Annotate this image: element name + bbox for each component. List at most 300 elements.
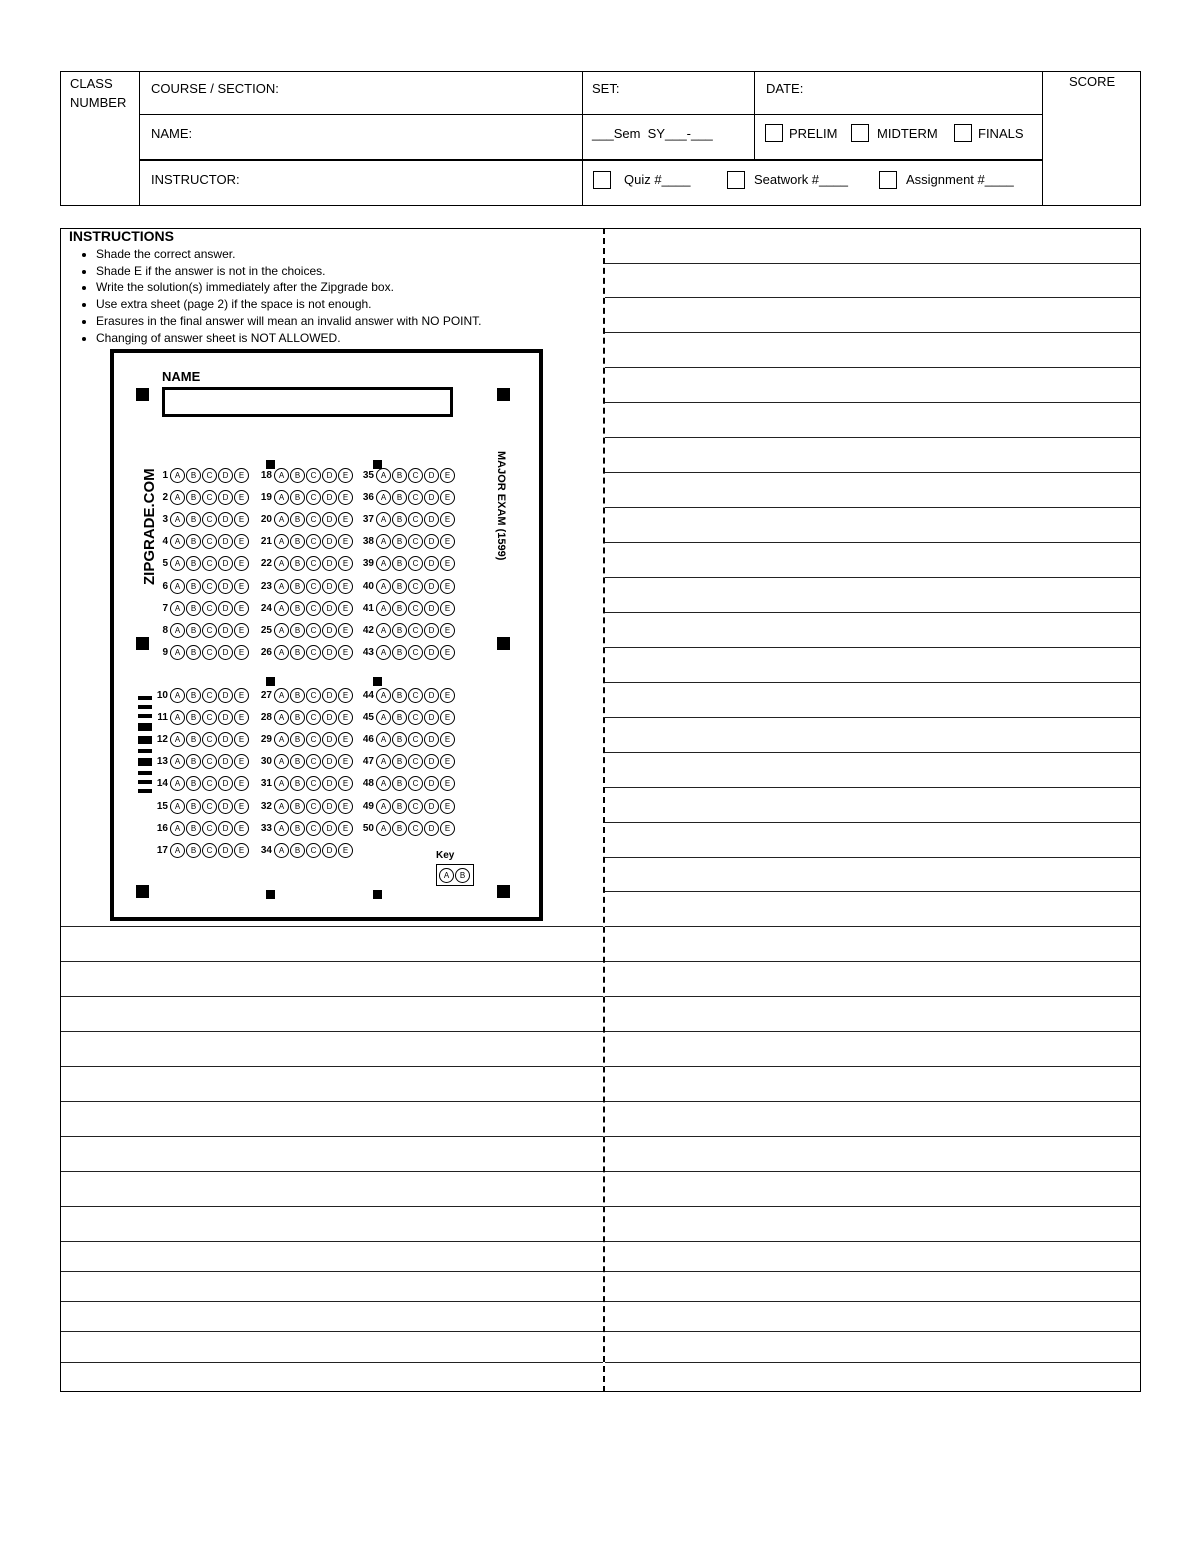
answer-bubble-b[interactable]: B [392, 776, 407, 791]
answer-bubble-a[interactable]: A [376, 579, 391, 594]
answer-bubble-d[interactable]: D [424, 512, 439, 527]
answer-bubble-d[interactable]: D [218, 799, 233, 814]
question-row [250, 578, 354, 594]
answer-bubble-c[interactable]: C [408, 623, 423, 638]
answer-bubble-c[interactable]: C [408, 645, 423, 660]
answer-bubble-e[interactable]: E [440, 490, 455, 505]
answer-bubble-a[interactable]: A [274, 843, 289, 858]
answer-bubble-d[interactable]: D [322, 821, 337, 836]
answer-bubble-a[interactable]: A [170, 623, 185, 638]
answer-bubble-e[interactable]: E [440, 468, 455, 483]
answer-bubble-a[interactable]: A [376, 623, 391, 638]
answer-bubble-a[interactable]: A [376, 776, 391, 791]
answer-bubble-d[interactable]: D [322, 710, 337, 725]
answer-bubble-a[interactable]: A [274, 732, 289, 747]
answer-bubble-e[interactable]: E [338, 534, 353, 549]
answer-bubble-d[interactable]: D [424, 468, 439, 483]
answer-bubble-e[interactable]: E [234, 843, 249, 858]
answer-bubble-d[interactable]: D [218, 623, 233, 638]
writing-line [605, 926, 1140, 927]
answer-bubble-d[interactable]: D [218, 556, 233, 571]
answer-bubble-b[interactable]: B [392, 579, 407, 594]
answer-bubble-b[interactable]: B [290, 776, 305, 791]
answer-bubble-b[interactable]: B [186, 843, 201, 858]
answer-bubble-c[interactable]: C [408, 732, 423, 747]
answer-bubble-b[interactable]: B [392, 732, 407, 747]
answer-bubble-e[interactable]: E [440, 732, 455, 747]
answer-bubble-a[interactable]: A [170, 799, 185, 814]
answer-bubble-d[interactable]: D [322, 468, 337, 483]
answer-bubble-c[interactable]: C [202, 821, 217, 836]
answer-bubble-b[interactable]: B [290, 490, 305, 505]
answer-bubble-a[interactable]: A [274, 710, 289, 725]
instructor-label[interactable]: INSTRUCTOR: [151, 172, 240, 187]
answer-bubble-d[interactable]: D [218, 710, 233, 725]
answer-bubble-b[interactable]: B [186, 601, 201, 616]
answer-bubble-c[interactable]: C [408, 799, 423, 814]
answer-bubble-e[interactable]: E [338, 623, 353, 638]
answer-bubble-a[interactable]: A [274, 776, 289, 791]
date-label[interactable]: DATE: [766, 81, 804, 96]
answer-bubble-d[interactable]: D [322, 490, 337, 505]
seatwork-checkbox[interactable] [727, 171, 745, 189]
answer-bubble-e[interactable]: E [440, 710, 455, 725]
answer-bubble-b[interactable]: B [186, 732, 201, 747]
answer-bubble-e[interactable]: E [338, 821, 353, 836]
answer-bubble-c[interactable]: C [408, 512, 423, 527]
answer-bubble-a[interactable]: A [170, 534, 185, 549]
answer-bubble-b[interactable]: B [392, 754, 407, 769]
writing-line [61, 996, 603, 997]
question-row [352, 687, 456, 703]
answer-bubble-c[interactable]: C [306, 821, 321, 836]
question-row [146, 820, 250, 836]
answer-bubble-e[interactable]: E [440, 821, 455, 836]
assignment-checkbox[interactable] [879, 171, 897, 189]
answer-bubble-c[interactable]: C [408, 776, 423, 791]
answer-bubble-e[interactable]: E [338, 843, 353, 858]
answer-bubble-e[interactable]: E [338, 601, 353, 616]
answer-bubble-d[interactable]: D [322, 843, 337, 858]
answer-bubble-c[interactable]: C [306, 623, 321, 638]
answer-bubble-a[interactable]: A [274, 688, 289, 703]
question-row [352, 622, 456, 638]
answer-bubble-d[interactable]: D [322, 688, 337, 703]
answer-bubble-e[interactable]: E [234, 799, 249, 814]
answer-bubble-e[interactable]: E [338, 490, 353, 505]
answer-bubble-a[interactable]: A [170, 601, 185, 616]
answer-bubble-e[interactable]: E [440, 799, 455, 814]
answer-bubble-a[interactable]: A [376, 732, 391, 747]
answer-bubble-a[interactable]: A [274, 468, 289, 483]
answer-bubble-a[interactable]: A [170, 468, 185, 483]
question-number: 12 [156, 733, 168, 745]
answer-bubble-c[interactable]: C [202, 623, 217, 638]
question-row [352, 731, 456, 747]
instruction-item: • Shade E if the answer is not in the choices. [96, 263, 600, 280]
answer-bubble-a[interactable]: A [170, 490, 185, 505]
question-row [352, 709, 456, 725]
answer-bubble-d[interactable]: D [218, 754, 233, 769]
answer-bubble-b[interactable]: B [186, 645, 201, 660]
answer-bubble-b[interactable]: B [186, 468, 201, 483]
answer-bubble-a[interactable]: A [274, 601, 289, 616]
answer-bubble-b[interactable]: B [392, 688, 407, 703]
answer-bubble-d[interactable]: D [424, 754, 439, 769]
answer-bubble-c[interactable]: C [408, 468, 423, 483]
answer-bubble-a[interactable]: A [376, 490, 391, 505]
answer-bubble-c[interactable]: C [306, 843, 321, 858]
answer-bubble-e[interactable]: E [234, 534, 249, 549]
question-row [352, 820, 456, 836]
answer-bubble-e[interactable]: E [440, 688, 455, 703]
answer-bubble-e[interactable]: E [234, 776, 249, 791]
answer-bubble-b[interactable]: B [290, 556, 305, 571]
question-number: 3 [162, 513, 168, 525]
answer-bubble-e[interactable]: E [338, 688, 353, 703]
answer-bubble-b[interactable]: B [186, 754, 201, 769]
answer-bubble-e[interactable]: E [234, 601, 249, 616]
answer-bubble-a[interactable]: A [376, 468, 391, 483]
answer-bubble-b[interactable]: B [186, 556, 201, 571]
writing-line [605, 1362, 1140, 1363]
answer-bubble-b[interactable]: B [290, 645, 305, 660]
answer-bubble-d[interactable]: D [322, 601, 337, 616]
answer-bubble-c[interactable]: C [202, 732, 217, 747]
answer-bubble-c[interactable]: C [202, 579, 217, 594]
answer-bubble-e[interactable]: E [440, 601, 455, 616]
answer-bubble-e[interactable]: E [234, 821, 249, 836]
answer-bubble-a[interactable]: A [376, 710, 391, 725]
answer-bubble-d[interactable]: D [322, 754, 337, 769]
answer-bubble-d[interactable]: D [218, 821, 233, 836]
answer-bubble-a[interactable]: A [170, 645, 185, 660]
answer-bubble-e[interactable]: E [234, 623, 249, 638]
answer-bubble-a[interactable]: A [376, 601, 391, 616]
answer-bubble-a[interactable]: A [274, 645, 289, 660]
answer-bubble-a[interactable]: A [274, 579, 289, 594]
answer-bubble-d[interactable]: D [424, 623, 439, 638]
question-row [352, 511, 456, 527]
writing-line [61, 1066, 603, 1067]
answer-bubble-a[interactable]: A [376, 799, 391, 814]
answer-bubble-b[interactable]: B [290, 843, 305, 858]
answer-bubble-e[interactable]: E [440, 512, 455, 527]
question-number: 15 [156, 800, 168, 812]
answer-bubble-e[interactable]: E [440, 645, 455, 660]
answer-bubble-c[interactable]: C [306, 601, 321, 616]
answer-bubble-a[interactable]: A [170, 512, 185, 527]
answer-bubble-e[interactable]: E [338, 732, 353, 747]
answer-bubble-b[interactable]: B [392, 821, 407, 836]
answer-bubble-d[interactable]: D [424, 556, 439, 571]
answer-bubble-b[interactable]: B [186, 534, 201, 549]
answer-bubble-a[interactable]: A [170, 710, 185, 725]
answer-bubble-a[interactable]: A [274, 556, 289, 571]
answer-bubble-e[interactable]: E [338, 556, 353, 571]
answer-bubble-c[interactable]: C [306, 710, 321, 725]
answer-bubble-b[interactable]: B [290, 579, 305, 594]
answer-bubble-b[interactable]: B [392, 512, 407, 527]
answer-bubble-a[interactable]: A [274, 799, 289, 814]
answer-bubble-a[interactable]: A [274, 754, 289, 769]
answer-bubble-e[interactable]: E [440, 579, 455, 594]
answer-bubble-d[interactable]: D [322, 623, 337, 638]
answer-bubble-c[interactable]: C [306, 754, 321, 769]
answer-bubble-d[interactable]: D [424, 821, 439, 836]
answer-bubble-e[interactable]: E [440, 534, 455, 549]
answer-bubble-d[interactable]: D [424, 799, 439, 814]
answer-bubble-d[interactable]: D [424, 688, 439, 703]
answer-bubble-b[interactable]: B [290, 799, 305, 814]
answer-bubble-d[interactable]: D [322, 732, 337, 747]
answer-bubble-a[interactable]: A [274, 490, 289, 505]
answer-bubble-a[interactable]: A [170, 556, 185, 571]
answer-bubble-a[interactable]: A [376, 556, 391, 571]
answer-bubble-b[interactable]: B [290, 468, 305, 483]
answer-bubble-c[interactable]: C [202, 601, 217, 616]
answer-bubble-b[interactable]: B [290, 710, 305, 725]
answer-bubble-c[interactable]: C [202, 776, 217, 791]
answer-bubble-b[interactable]: B [186, 776, 201, 791]
answer-bubble-e[interactable]: E [338, 710, 353, 725]
zipgrade-name-field[interactable] [162, 387, 453, 417]
answer-bubble-d[interactable]: D [218, 468, 233, 483]
answer-bubble-c[interactable]: C [306, 490, 321, 505]
answer-bubble-e[interactable]: E [440, 754, 455, 769]
answer-bubble-b[interactable]: B [392, 710, 407, 725]
answer-bubble-b[interactable]: B [290, 732, 305, 747]
answer-bubble-d[interactable]: D [322, 512, 337, 527]
answer-bubble-d[interactable]: D [424, 710, 439, 725]
answer-bubble-a[interactable]: A [376, 512, 391, 527]
answer-bubble-b[interactable]: B [186, 512, 201, 527]
instructions-list [60, 246, 600, 346]
answer-bubble-c[interactable]: C [306, 468, 321, 483]
divider [139, 71, 140, 206]
answer-bubble-d[interactable]: D [322, 799, 337, 814]
seatwork-label: Seatwork #____ [754, 172, 848, 187]
question-row [352, 467, 456, 483]
answer-bubble-a[interactable]: A [376, 754, 391, 769]
answer-bubble-c[interactable]: C [202, 645, 217, 660]
answer-bubble-b[interactable]: B [392, 601, 407, 616]
answer-bubble-c[interactable]: C [408, 710, 423, 725]
answer-bubble-a[interactable]: A [376, 821, 391, 836]
answer-bubble-a[interactable]: A [170, 843, 185, 858]
answer-bubble-a[interactable]: A [170, 776, 185, 791]
answer-bubble-b[interactable]: B [186, 688, 201, 703]
answer-bubble-c[interactable]: C [202, 534, 217, 549]
answer-bubble-b[interactable]: B [290, 623, 305, 638]
answer-bubble-e[interactable]: E [338, 512, 353, 527]
answer-bubble-d[interactable]: D [424, 534, 439, 549]
answer-bubble-e[interactable]: E [234, 645, 249, 660]
answer-bubble-a[interactable]: A [274, 534, 289, 549]
question-row [250, 556, 354, 572]
answer-bubble-a[interactable]: A [274, 623, 289, 638]
answer-bubble-d[interactable]: D [322, 534, 337, 549]
answer-bubble-c[interactable]: C [306, 512, 321, 527]
answer-bubble-a[interactable]: A [274, 821, 289, 836]
answer-bubble-c[interactable]: C [306, 799, 321, 814]
answer-bubble-c[interactable]: C [306, 556, 321, 571]
answer-bubble-c[interactable]: C [202, 490, 217, 505]
answer-bubble-b[interactable]: B [186, 799, 201, 814]
answer-bubble-a[interactable]: A [376, 645, 391, 660]
answer-bubble-b[interactable]: B [186, 579, 201, 594]
set-label[interactable]: SET: [592, 81, 620, 96]
answer-bubble-c[interactable]: C [408, 821, 423, 836]
answer-bubble-d[interactable]: D [218, 534, 233, 549]
answer-bubble-a[interactable]: A [376, 534, 391, 549]
answer-bubble-e[interactable]: E [440, 556, 455, 571]
question-number: 7 [162, 602, 168, 614]
answer-bubble-c[interactable]: C [202, 688, 217, 703]
answer-bubble-a[interactable]: A [376, 688, 391, 703]
question-row [146, 798, 250, 814]
answer-bubble-b[interactable]: B [290, 688, 305, 703]
exam-label: MAJOR EXAM (1599) [495, 451, 507, 561]
prelim-checkbox[interactable] [765, 124, 783, 142]
answer-bubble-e[interactable]: E [338, 645, 353, 660]
answer-bubble-e[interactable]: E [338, 776, 353, 791]
course-section-label[interactable]: COURSE / SECTION: [151, 81, 279, 96]
assignment-label: Assignment #____ [906, 172, 1014, 187]
answer-bubble-a[interactable]: A [170, 579, 185, 594]
answer-bubble-c[interactable]: C [306, 579, 321, 594]
answer-bubble-d[interactable]: D [218, 490, 233, 505]
answer-bubble-d[interactable]: D [218, 579, 233, 594]
answer-bubble-a[interactable]: A [170, 821, 185, 836]
answer-bubble-a[interactable]: A [170, 732, 185, 747]
answer-bubble-b[interactable]: B [392, 645, 407, 660]
answer-bubble-e[interactable]: E [234, 688, 249, 703]
answer-bubble-b[interactable]: B [392, 468, 407, 483]
registration-marker [497, 388, 510, 401]
question-number: 24 [260, 602, 272, 614]
answer-bubble-e[interactable]: E [234, 490, 249, 505]
answer-bubble-c[interactable]: C [408, 688, 423, 703]
answer-bubble-b[interactable]: B [186, 623, 201, 638]
answer-bubble-d[interactable]: D [424, 579, 439, 594]
answer-bubble-d[interactable]: D [322, 556, 337, 571]
answer-bubble-c[interactable]: C [202, 710, 217, 725]
instructions-title: INSTRUCTIONS [69, 228, 174, 244]
answer-bubble-c[interactable]: C [202, 556, 217, 571]
question-number: 4 [162, 536, 168, 548]
answer-bubble-d[interactable]: D [218, 732, 233, 747]
answer-bubble-b[interactable]: B [290, 754, 305, 769]
answer-bubble-c[interactable]: C [408, 754, 423, 769]
question-number: 39 [362, 558, 374, 570]
answer-bubble-c[interactable]: C [202, 843, 217, 858]
answer-bubble-d[interactable]: D [322, 579, 337, 594]
answer-bubble-e[interactable]: E [338, 468, 353, 483]
answer-bubble-c[interactable]: C [408, 601, 423, 616]
answer-bubble-e[interactable]: E [234, 579, 249, 594]
answer-bubble-b[interactable]: B [392, 556, 407, 571]
answer-bubble-e[interactable]: E [234, 468, 249, 483]
answer-bubble-d[interactable]: D [218, 688, 233, 703]
answer-bubble-e[interactable]: E [234, 710, 249, 725]
answer-bubble-d[interactable]: D [218, 512, 233, 527]
answer-bubble-c[interactable]: C [202, 512, 217, 527]
answer-bubble-c[interactable]: C [306, 688, 321, 703]
answer-bubble-d[interactable]: D [218, 645, 233, 660]
name-label[interactable]: NAME: [151, 126, 193, 141]
answer-bubble-d[interactable]: D [218, 776, 233, 791]
answer-bubble-d[interactable]: D [322, 645, 337, 660]
answer-bubble-c[interactable]: C [408, 556, 423, 571]
answer-bubble-c[interactable]: C [202, 468, 217, 483]
registration-marker [136, 388, 149, 401]
answer-bubble-d[interactable]: D [424, 732, 439, 747]
answer-bubble-d[interactable]: D [424, 645, 439, 660]
answer-bubble-e[interactable]: E [234, 556, 249, 571]
answer-bubble-e[interactable]: E [234, 512, 249, 527]
midterm-checkbox[interactable] [851, 124, 869, 142]
answer-bubble-e[interactable]: E [338, 799, 353, 814]
answer-bubble-a[interactable]: A [170, 754, 185, 769]
answer-bubble-d[interactable]: D [322, 776, 337, 791]
answer-bubble-d[interactable]: D [218, 601, 233, 616]
answer-bubble-c[interactable]: C [408, 579, 423, 594]
question-row [146, 489, 250, 505]
sem-sy-label[interactable]: ___Sem SY___-___ [592, 126, 713, 141]
answer-bubble-c[interactable]: C [408, 490, 423, 505]
answer-bubble-b[interactable]: B [392, 623, 407, 638]
answer-bubble-b[interactable]: B [392, 490, 407, 505]
answer-bubble-b[interactable]: B [290, 601, 305, 616]
question-number: 32 [260, 800, 272, 812]
answer-bubble-b[interactable]: B [186, 821, 201, 836]
answer-bubble-e[interactable]: E [440, 623, 455, 638]
answer-bubble-b[interactable]: B [186, 710, 201, 725]
answer-bubble-c[interactable]: C [306, 645, 321, 660]
answer-bubble-d[interactable]: D [424, 490, 439, 505]
question-number: 8 [162, 624, 168, 636]
answer-bubble-b[interactable]: B [290, 821, 305, 836]
question-row [146, 534, 250, 550]
answer-bubble-a[interactable]: A [170, 688, 185, 703]
writing-line [605, 647, 1140, 648]
answer-bubble-b[interactable]: B [186, 490, 201, 505]
finals-checkbox[interactable] [954, 124, 972, 142]
answer-bubble-b[interactable]: B [290, 512, 305, 527]
answer-bubble-c[interactable]: C [306, 776, 321, 791]
answer-bubble-e[interactable]: E [338, 579, 353, 594]
answer-bubble-e[interactable]: E [338, 754, 353, 769]
answer-bubble-c[interactable]: C [306, 534, 321, 549]
answer-bubble-e[interactable]: E [440, 776, 455, 791]
quiz-checkbox[interactable] [593, 171, 611, 189]
answer-bubble-e[interactable]: E [234, 754, 249, 769]
answer-bubble-b[interactable]: B [290, 534, 305, 549]
answer-bubble-d[interactable]: D [218, 843, 233, 858]
answer-bubble-d[interactable]: D [424, 601, 439, 616]
answer-bubble-c[interactable]: C [202, 799, 217, 814]
answer-bubble-b[interactable]: B [392, 534, 407, 549]
key-bubble-b: B [455, 868, 470, 883]
answer-bubble-e[interactable]: E [234, 732, 249, 747]
answer-bubble-c[interactable]: C [306, 732, 321, 747]
answer-bubble-c[interactable]: C [408, 534, 423, 549]
answer-bubble-c[interactable]: C [202, 754, 217, 769]
answer-bubble-b[interactable]: B [392, 799, 407, 814]
answer-bubble-d[interactable]: D [424, 776, 439, 791]
answer-bubble-a[interactable]: A [274, 512, 289, 527]
